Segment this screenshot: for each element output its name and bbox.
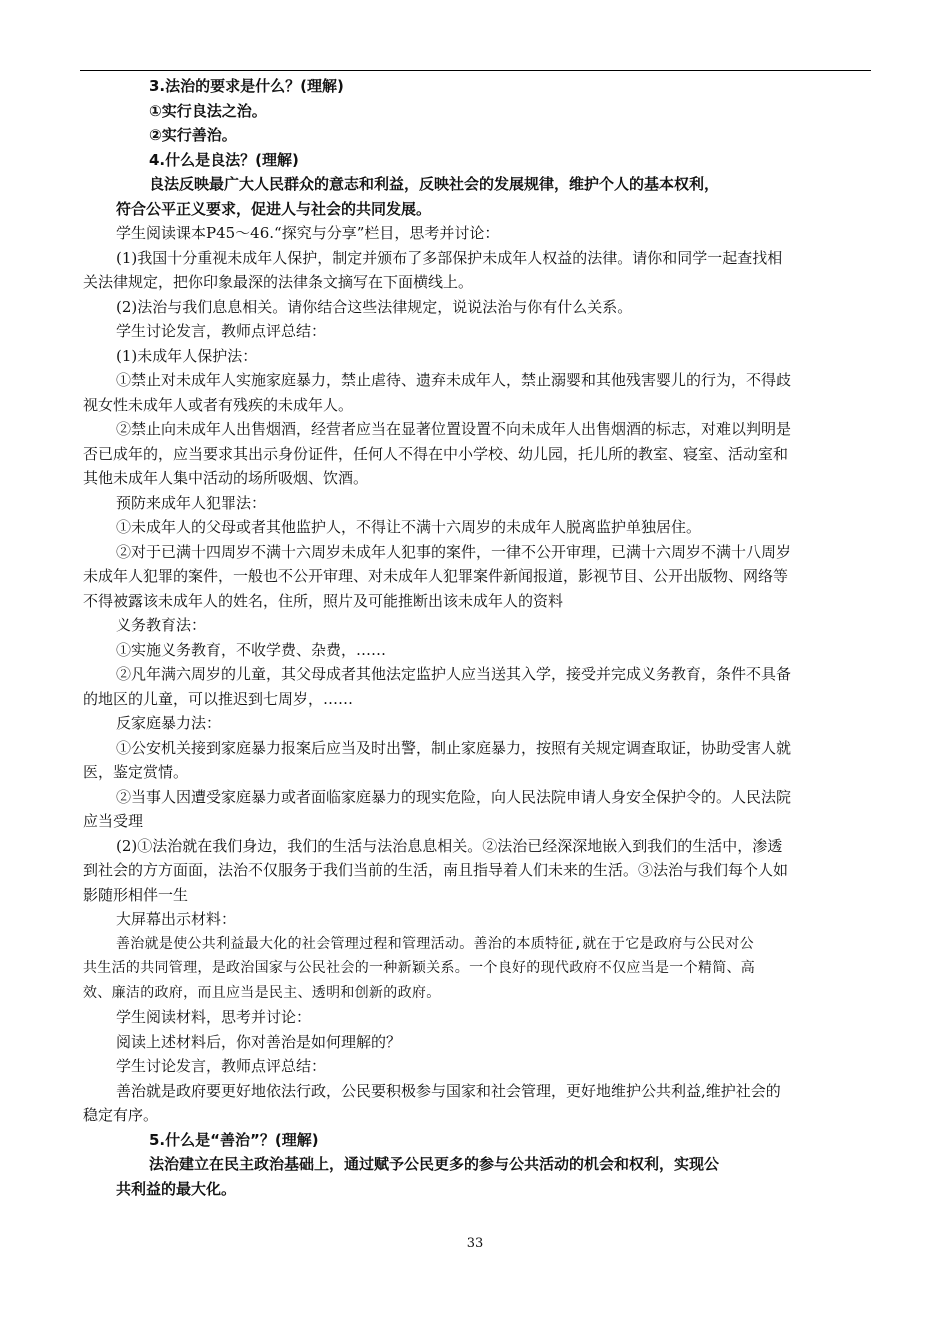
header-rule <box>80 70 871 71</box>
text-line: 法治建立在民主政治基础上，通过赋予公民更多的参与公共活动的机会和权利，实现公 <box>149 1155 720 1173</box>
text-line: 3.法治的要求是什么？(理解) <box>149 77 344 95</box>
text-line: 学生阅读课本P45～46.“探究与分享”栏目，思考并讨论： <box>116 224 500 242</box>
text-line: 否已成年的，应当要求其出示身份证件，任何人不得在中小学校、幼儿园，托儿所的教室、寝室、活动室和 <box>83 444 789 463</box>
text-line: (2)①法治就在我们身边，我们的生活与法治息息相关。②法治已经深深地嵌入到我们的生活中，渗透 <box>116 836 783 855</box>
text-line: 善治就是使公共利益最大化的社会管理过程和管理活动。善治的本质特征,就在于它是政府与公民对公 <box>116 935 754 952</box>
text-line: ①实施义务教育，不收学费、杂费，…… <box>116 640 387 659</box>
text-line: ①未成年人的父母或者其他监护人，不得让不满十六周岁的未成年人脱离监护单独居住。 <box>116 518 702 536</box>
text-line: 共生活的共同管理，是政治国家与公民社会的一种新颖关系。一个良好的现代政府不仅应当是一个精简、高 <box>83 960 756 976</box>
text-line: 学生阅读材料，思考并讨论： <box>116 1008 312 1026</box>
text-line: 未成年人犯罪的案件，一般也不公开审理、对未成年人犯罪案件新闻报道，影视节目、公开出版物、网络等 <box>83 567 789 585</box>
text-line: (1)我国十分重视未成年人保护，制定并颁布了多部保护未成年人权益的法律。请你和同学一起查找相 <box>116 248 783 267</box>
text-line: 良法反映最广大人民群众的意志和利益，反映社会的发展规律，维护个人的基本权利， <box>149 175 720 193</box>
text-line: 影随形相伴一生 <box>83 885 189 904</box>
text-line: 反家庭暴力法： <box>116 714 222 732</box>
text-line: 善治就是政府要更好地依法行政，公民要积极参与国家和社会管理，更好地维护公共利益,维护社会的 <box>116 1081 781 1100</box>
text-line: 不得被露该未成年人的姓名，住所，照片及可能推断出该未成年人的资料 <box>83 591 564 610</box>
text-line: ①公安机关接到家庭暴力报案后应当及时出警，制止家庭暴力，按照有关规定调查取证，协助受害人就 <box>116 738 792 757</box>
text-line: 阅读上述材料后，你对善治是如何理解的？ <box>116 1032 402 1051</box>
text-line: 符合公平正义要求，促进人与社会的共同发展。 <box>116 199 432 218</box>
text-line: 5.什么是“善治”？(理解) <box>149 1130 319 1149</box>
text-line: ②禁止向未成年人出售烟酒，经营者应当在显著位置设置不向未成年人出售烟酒的标志，对难以判明是 <box>116 420 792 438</box>
text-line: ①实行良法之治。 <box>149 101 267 120</box>
text-line: 其他未成年人集中活动的场所吸烟、饮酒。 <box>83 469 369 487</box>
text-line: (1)未成年人保护法： <box>116 346 258 365</box>
text-line: ②凡年满六周岁的儿童，其父母成者其他法定监护人应当送其入学，接受并完成义务教育，条件不具备 <box>116 665 792 683</box>
text-line: 医，鉴定赏情。 <box>83 763 189 781</box>
text-line: 的地区的儿童，可以推迟到七周岁，…… <box>83 689 354 708</box>
text-line: 到社会的方方面面，法治不仅服务于我们当前的生活，南且指导着人们未来的生活。③法治与我们每个人如 <box>83 861 789 879</box>
text-line: 大屏幕出示材料： <box>116 910 237 928</box>
page-number: 33 <box>466 1236 484 1251</box>
text-line: ②实行善治。 <box>149 126 237 144</box>
text-line: 4.什么是良法？(理解) <box>149 150 299 169</box>
text-line: (2)法治与我们息息相关。请你结合这些法律规定，说说法治与你有什么关系。 <box>116 297 633 316</box>
text-line: 稳定有序。 <box>83 1106 159 1124</box>
text-line: ②当事人因遭受家庭暴力或者面临家庭暴力的现实危险，向人民法院申请人身安全保护令的。人民法院 <box>116 787 792 806</box>
text-line: 关法律规定，把你印象最深的法律条文摘写在下面横线上。 <box>83 273 474 291</box>
text-line: 预防来成年人犯罪法： <box>116 493 267 512</box>
text-line: ①禁止对未成年人实施家庭暴力，禁止虐待、遗弃未成年人，禁止溺婴和其他残害婴儿的行为，不得歧 <box>116 371 792 389</box>
text-line: ②对于已满十四周岁不满十六周岁未成年人犯事的案件，一律不公开审理，已满十六周岁不满十八周岁 <box>116 542 792 561</box>
text-line: 学生讨论发言，教师点评总结： <box>116 322 327 340</box>
text-line: 共利益的最大化。 <box>116 1179 237 1198</box>
text-line: 应当受理 <box>83 812 144 830</box>
text-line: 视女性未成年人或者有残疾的未成年人。 <box>83 395 354 414</box>
text-line: 义务教育法： <box>116 616 207 634</box>
text-line: 效、廉洁的政府，而且应当是民主、透明和创新的政府。 <box>83 984 441 1001</box>
text-line: 学生讨论发言，教师点评总结： <box>116 1057 327 1075</box>
document-body <box>83 74 871 1201</box>
